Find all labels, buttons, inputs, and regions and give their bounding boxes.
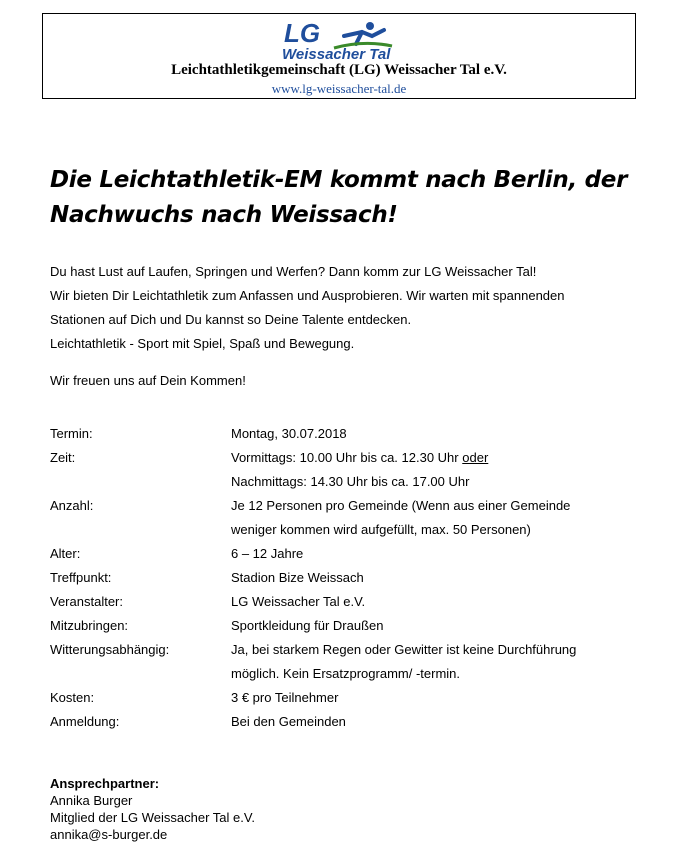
intro-line: Leichtathletik - Sport mit Spiel, Spaß und Bewegung. [50, 336, 355, 351]
letterhead [42, 13, 636, 99]
detail-value: Nachmittags: 14.30 Uhr bis ca. 17.00 Uhr [231, 474, 470, 489]
detail-row-zeit-2 [50, 470, 650, 494]
logo-subtitle-text: Weissacher Tal [282, 46, 391, 62]
detail-label: Treffpunkt: [50, 570, 112, 585]
detail-label: Kosten: [50, 690, 95, 705]
detail-value: Montag, 30.07.2018 [231, 426, 347, 441]
detail-label: Zeit: [50, 450, 76, 465]
detail-value: Bei den Gemeinden [231, 714, 346, 729]
greeting-text: Wir freuen uns auf Dein Kommen! [50, 373, 246, 388]
event-details [50, 422, 650, 734]
headline-line-2: Nachwuchs nach Weissach! [50, 202, 398, 228]
contact-block [50, 775, 255, 843]
detail-value: LG Weissacher Tal e.V. [231, 594, 366, 609]
contact-email[interactable]: annika@s-burger.de [50, 827, 168, 842]
detail-row-witterung-2 [50, 662, 650, 686]
detail-value: 3 € pro Teilnehmer [231, 690, 339, 705]
contact-title: Ansprechpartner: [50, 776, 160, 791]
detail-value: möglich. Kein Ersatzprogramm/ -termin. [231, 666, 461, 681]
detail-row-treffpunkt [50, 566, 650, 590]
detail-row-mitzubringen [50, 614, 650, 638]
intro-line: Stationen auf Dich und Du kannst so Deine Talente entdecken. [50, 312, 412, 327]
detail-row-alter [50, 542, 650, 566]
detail-row-anmeldung [50, 710, 650, 734]
detail-label: Alter: [50, 546, 81, 561]
detail-row-anzahl [50, 494, 650, 518]
website-link[interactable]: www.lg-weissacher-tal.de [271, 81, 407, 96]
detail-label: Veranstalter: [50, 594, 123, 609]
detail-label: Termin: [50, 426, 93, 441]
detail-row-anzahl-2 [50, 518, 650, 542]
page-headline [50, 163, 650, 233]
zeit-morning: Vormittags: 10.00 Uhr bis ca. 12.30 Uhr [231, 450, 459, 465]
contact-name: Annika Burger [50, 793, 133, 808]
detail-value: weniger kommen wird aufgefüllt, max. 50 Personen) [231, 522, 531, 537]
zeit-oder: oder [462, 450, 489, 465]
intro-line: Du hast Lust auf Laufen, Springen und Werfen? Dann komm zur LG Weissacher Tal! [50, 264, 537, 279]
runner-logo-icon [274, 18, 404, 62]
detail-row-zeit [50, 446, 650, 470]
detail-row-veranstalter [50, 590, 650, 614]
detail-value: Stadion Bize Weissach [231, 570, 364, 585]
club-logo [43, 18, 635, 62]
detail-value: 6 – 12 Jahre [231, 546, 304, 561]
detail-value: Sportkleidung für Draußen [231, 618, 384, 633]
detail-label: Witterungsabhängig: [50, 642, 170, 657]
detail-row-kosten [50, 686, 650, 710]
contact-role: Mitglied der LG Weissacher Tal e.V. [50, 810, 255, 825]
headline-line-1: Die Leichtathletik-EM kommt nach Berlin, der [50, 167, 628, 193]
intro-paragraph [50, 260, 650, 356]
intro-line: Wir bieten Dir Leichtathletik zum Anfassen und Ausprobieren. Wir warten mit spannenden [50, 288, 565, 303]
detail-label: Mitzubringen: [50, 618, 129, 633]
logo-lg-text: LG [284, 18, 321, 48]
detail-value: Ja, bei starkem Regen oder Gewitter ist keine Durchführung [231, 642, 577, 657]
detail-row-termin [50, 422, 650, 446]
detail-row-witterung [50, 638, 650, 662]
detail-label: Anmeldung: [50, 714, 120, 729]
detail-value: Je 12 Personen pro Gemeinde (Wenn aus einer Gemeinde [231, 498, 571, 513]
detail-value [231, 446, 650, 470]
organization-name: Leichtathletikgemeinschaft (LG) Weissacher Tal e.V. [171, 62, 507, 78]
detail-label: Anzahl: [50, 498, 94, 513]
